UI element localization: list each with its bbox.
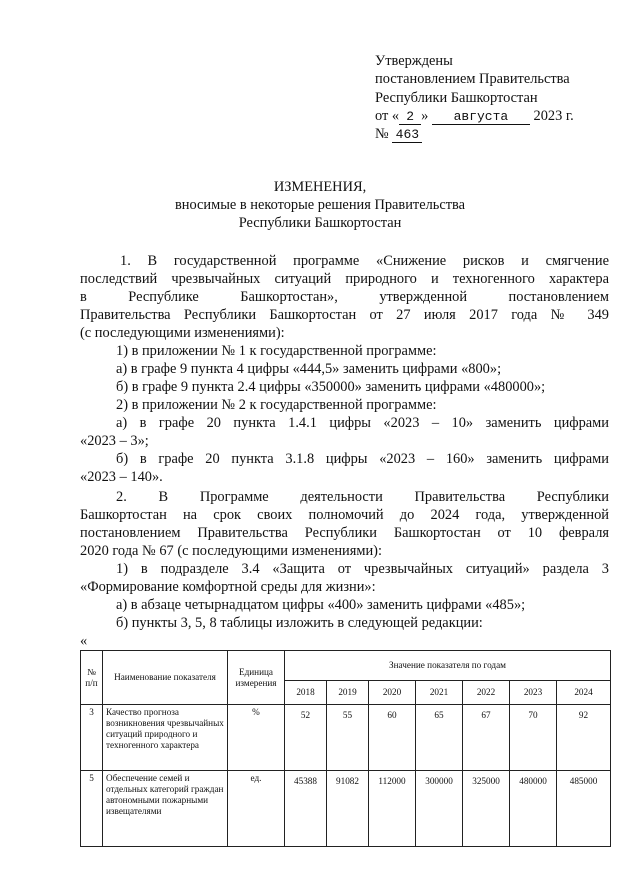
approval-number (375, 125, 574, 143)
document-subtitle-2: Республики Башкортостан (238, 215, 402, 231)
approval-block (375, 52, 574, 143)
document-title: ИЗМЕНЕНИЯ, (273, 179, 367, 195)
row-value: 112000 (369, 771, 416, 847)
para1-line3: в Республике Башкортостан», утвержденной постановлением (80, 289, 609, 305)
sub1-a: а) в абзаце четырнадцатом цифры «400» заменить цифрами «485»; (116, 597, 526, 613)
header-year: 2022 (463, 681, 510, 705)
row-num: 3 (81, 705, 103, 771)
para1-line4: Правительства Республики Башкортостан от 27 июля 2017 года № 349 (80, 307, 609, 323)
approval-line-1: Утверждены (375, 53, 453, 69)
row-value: 485000 (557, 771, 611, 847)
para2-line4: 2020 года № 67 (с последующими изменениями): (80, 543, 382, 559)
row-value: 52 (285, 705, 327, 771)
row-value: 65 (416, 705, 463, 771)
sub1-line2: «Формирование комфортной среды для жизни»: (80, 579, 376, 595)
date-prefix: от « (375, 107, 400, 124)
item-1: 1) в приложении № 1 к государственной программе: (116, 343, 437, 359)
item-2b-line2: «2023 – 140». (80, 469, 163, 485)
row-unit: % (228, 705, 285, 771)
para1-line2: последствий чрезвычайных ситуаций природного и техногенного характера (80, 271, 609, 287)
row-value: 92 (557, 705, 611, 771)
date-month: августа (432, 110, 530, 125)
row-value: 70 (510, 705, 557, 771)
header-year: 2019 (327, 681, 369, 705)
row-value: 480000 (510, 771, 557, 847)
para1-line1: 1. В государственной программе «Снижение рисков и смягчение (120, 253, 609, 269)
header-values: Значение показателя по годам (285, 651, 611, 681)
row-name: Обеспечение семей и отдельных категорий граждан автономными пожарными извещателями (103, 771, 228, 847)
item-2a-line2: «2023 – 3»; (80, 433, 149, 449)
row-num: 5 (81, 771, 103, 847)
header-year: 2018 (285, 681, 327, 705)
document-subtitle-1: вносимые в некоторые решения Правительства (174, 197, 466, 213)
header-year: 2021 (416, 681, 463, 705)
sub1-line1: 1) в подразделе 3.4 «Защита от чрезвычайных ситуаций» раздела 3 (116, 561, 609, 577)
header-num: № п/п (81, 651, 103, 705)
row-value: 60 (369, 705, 416, 771)
row-name: Качество прогноза возникновения чрезвычайных ситуаций природного и техногенного характера (103, 705, 228, 771)
date-mid: » (421, 107, 429, 124)
header-unit: Единица измерения (228, 651, 285, 705)
approval-date (375, 107, 574, 125)
item-2a-line1: а) в графе 20 пункта 1.4.1 цифры «2023 – 10» заменить цифрами (116, 415, 609, 431)
number-value: 463 (392, 128, 422, 143)
row-value: 67 (463, 705, 510, 771)
para2-line2: Башкортостан на срок своих полномочий до 2024 года, утвержденной (80, 507, 609, 523)
row-value: 300000 (416, 771, 463, 847)
row-value: 45388 (285, 771, 327, 847)
item-2b-line1: б) в графе 20 пункта 3.1.8 цифры «2023 – 160» заменить цифрами (116, 451, 609, 467)
header-year: 2023 (510, 681, 557, 705)
header-name: Наименование показателя (103, 651, 228, 705)
table-row (81, 771, 611, 847)
indicators-table (80, 650, 611, 847)
row-value: 55 (327, 705, 369, 771)
number-prefix: № (375, 126, 389, 143)
para2-line3: постановлением Правительства Республики Башкортостан от 10 февраля (80, 525, 609, 541)
approval-line-3: Республики Башкортостан (375, 89, 538, 106)
item-1b: б) в графе 9 пункта 2.4 цифры «350000» заменить цифрами «480000»; (116, 379, 546, 395)
header-year: 2024 (557, 681, 611, 705)
para1-line5: (с последующими изменениями): (80, 325, 285, 341)
item-2: 2) в приложении № 2 к государственной программе: (116, 397, 437, 413)
header-year: 2020 (369, 681, 416, 705)
date-year: 2023 г. (533, 107, 574, 124)
opening-quote: « (80, 633, 88, 649)
sub1-b: б) пункты 3, 5, 8 таблицы изложить в следующей редакции: (116, 615, 483, 631)
approval-line-2: постановлением Правительства (375, 71, 570, 88)
row-value: 91082 (327, 771, 369, 847)
table-header-row (81, 651, 611, 681)
row-value: 325000 (463, 771, 510, 847)
table-row (81, 705, 611, 771)
item-1a: а) в графе 9 пункта 4 цифры «444,5» заменить цифрами «800»; (116, 361, 502, 377)
date-day: 2 (399, 110, 421, 125)
para2-line1: 2. В Программе деятельности Правительства Республики (116, 489, 609, 505)
row-unit: ед. (228, 771, 285, 847)
